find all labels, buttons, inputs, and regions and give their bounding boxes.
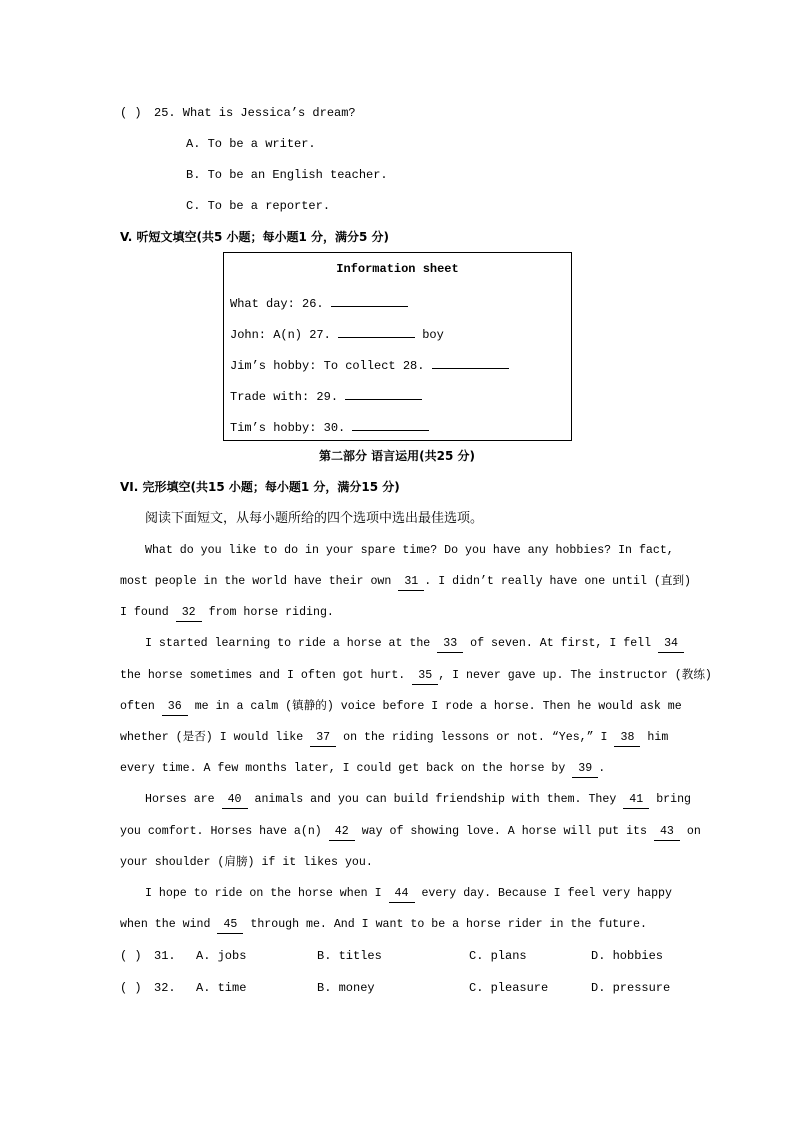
passage-text: of seven. At first, I fell <box>463 637 659 650</box>
passage-text: the horse sometimes and I often got hurt. <box>120 669 413 682</box>
passage-text: on the riding lessons or not. “Yes,” I <box>336 731 615 744</box>
passage-text: when the wind <box>120 918 218 931</box>
answer-blank-28[interactable] <box>432 355 509 369</box>
passage-p4-line1 <box>145 886 672 903</box>
sheet-row-28 <box>230 355 509 374</box>
sheet-row-30 <box>230 417 429 436</box>
passage-p1-line1: What do you like to do in your spare time? Do you have any hobbies? In fact, <box>145 544 674 557</box>
passage-text: every time. A few months later, I could get back on the horse by <box>120 762 573 775</box>
passage-text: whether (是否) I would like <box>120 731 311 744</box>
passage-text: Horses are <box>145 793 222 806</box>
blank-35: 35 <box>412 668 438 685</box>
passage-text: bring <box>649 793 691 806</box>
question-32-option-a: A. time <box>196 981 247 995</box>
passage-text: through me. And I want to be a horse rider in the future. <box>243 918 647 931</box>
sheet-row-26 <box>230 293 408 312</box>
answer-blank-26[interactable] <box>331 293 408 307</box>
passage-text: animals and you can build friendship with them. They <box>247 793 624 806</box>
passage-text: often <box>120 700 162 713</box>
blank-39: 39 <box>572 761 598 778</box>
passage-text: you comfort. Horses have a(n) <box>120 825 329 838</box>
question-31-option-d: D. hobbies <box>591 949 664 963</box>
question-number: 32. <box>154 981 176 995</box>
question-25-option-b: B. To be an English teacher. <box>186 168 388 182</box>
passage-text: every day. Because I feel very happy <box>414 887 672 900</box>
passage-p2-line1 <box>145 636 684 653</box>
passage-p4-line2 <box>120 917 647 934</box>
passage-p2-line4 <box>120 730 668 747</box>
section-5-heading: V. 听短文填空(共5 小题；每小题1 分，满分5 分) <box>120 230 390 244</box>
passage-text: I started learning to ride a horse at the <box>145 637 438 650</box>
passage-text: . <box>598 762 606 775</box>
sheet-row-label: John: A(n) 27. <box>230 328 331 342</box>
passage-text: I hope to ride on the horse when I <box>145 887 389 900</box>
passage-p2-line2 <box>120 668 712 685</box>
passage-p1-line3 <box>120 605 334 622</box>
question-25-option-c: C. To be a reporter. <box>186 199 331 213</box>
blank-32: 32 <box>176 605 202 622</box>
passage-text: from horse riding. <box>201 606 334 619</box>
question-number: 31. <box>154 949 176 963</box>
passage-p3-line3: your shoulder (肩膀) if it likes you. <box>120 856 373 869</box>
part-2-heading: 第二部分 语言运用(共25 分) <box>318 449 476 463</box>
information-sheet-title: Information sheet <box>336 262 459 276</box>
question-32 <box>120 980 176 996</box>
question-31-option-c: C. plans <box>469 949 527 963</box>
blank-36: 36 <box>162 699 188 716</box>
question-31-option-b: B. titles <box>317 949 382 963</box>
blank-31: 31 <box>398 574 424 591</box>
blank-34: 34 <box>658 636 684 653</box>
sheet-row-label: Tim’s hobby: 30. <box>230 421 346 435</box>
passage-p1-line2 <box>120 574 691 591</box>
passage-p3-line2 <box>120 824 701 841</box>
blank-41: 41 <box>623 792 649 809</box>
sheet-row-label: Trade with: 29. <box>230 390 339 404</box>
section-6-instruction: 阅读下面短文，从每小题所给的四个选项中选出最佳选项。 <box>145 511 484 526</box>
sheet-row-27 <box>230 324 444 343</box>
information-sheet-box <box>223 252 572 441</box>
blank-44: 44 <box>389 886 415 903</box>
passage-text: I found <box>120 606 176 619</box>
passage-p2-line3 <box>120 699 682 716</box>
passage-text: way of showing love. A horse will put its <box>354 825 654 838</box>
passage-text: most people in the world have their own <box>120 575 399 588</box>
passage-text: me in a calm (镇静的) voice before I rode a horse. Then he would ask me <box>187 700 682 713</box>
answer-blank-29[interactable] <box>345 386 422 400</box>
section-6-heading: VI. 完形填空(共15 小题；每小题1 分，满分15 分) <box>120 480 400 494</box>
answer-blank-30[interactable] <box>352 417 429 431</box>
passage-text: him <box>640 731 669 744</box>
sheet-row-29 <box>230 386 422 405</box>
passage-text: , I never gave up. The instructor (教练) <box>438 669 712 682</box>
answer-paren: ( ) <box>120 949 142 963</box>
question-31-option-a: A. jobs <box>196 949 247 963</box>
question-32-option-d: D. pressure <box>591 981 671 995</box>
answer-blank-27[interactable] <box>338 324 415 338</box>
sheet-row-suffix: boy <box>422 328 444 342</box>
question-25-option-a: A. To be a writer. <box>186 137 316 151</box>
question-32-option-c: C. pleasure <box>469 981 549 995</box>
sheet-row-label: Jim’s hobby: To collect 28. <box>230 359 425 373</box>
question-25-stem: 25. What is Jessica’s dream? <box>154 106 356 120</box>
blank-38: 38 <box>614 730 640 747</box>
blank-43: 43 <box>654 824 680 841</box>
passage-text: on <box>679 825 701 838</box>
blank-45: 45 <box>217 917 243 934</box>
question-31 <box>120 948 176 964</box>
blank-40: 40 <box>222 792 248 809</box>
sheet-row-label: What day: 26. <box>230 297 324 311</box>
passage-text: . I didn’t really have one until (直到) <box>424 575 691 588</box>
answer-paren: ( ) <box>120 981 142 995</box>
answer-paren: ( ) <box>120 106 142 120</box>
question-32-option-b: B. money <box>317 981 375 995</box>
blank-37: 37 <box>310 730 336 747</box>
passage-p3-line1 <box>145 792 691 809</box>
passage-p2-line5 <box>120 761 605 778</box>
blank-33: 33 <box>437 636 463 653</box>
question-25-stem-line <box>120 105 356 121</box>
blank-42: 42 <box>329 824 355 841</box>
